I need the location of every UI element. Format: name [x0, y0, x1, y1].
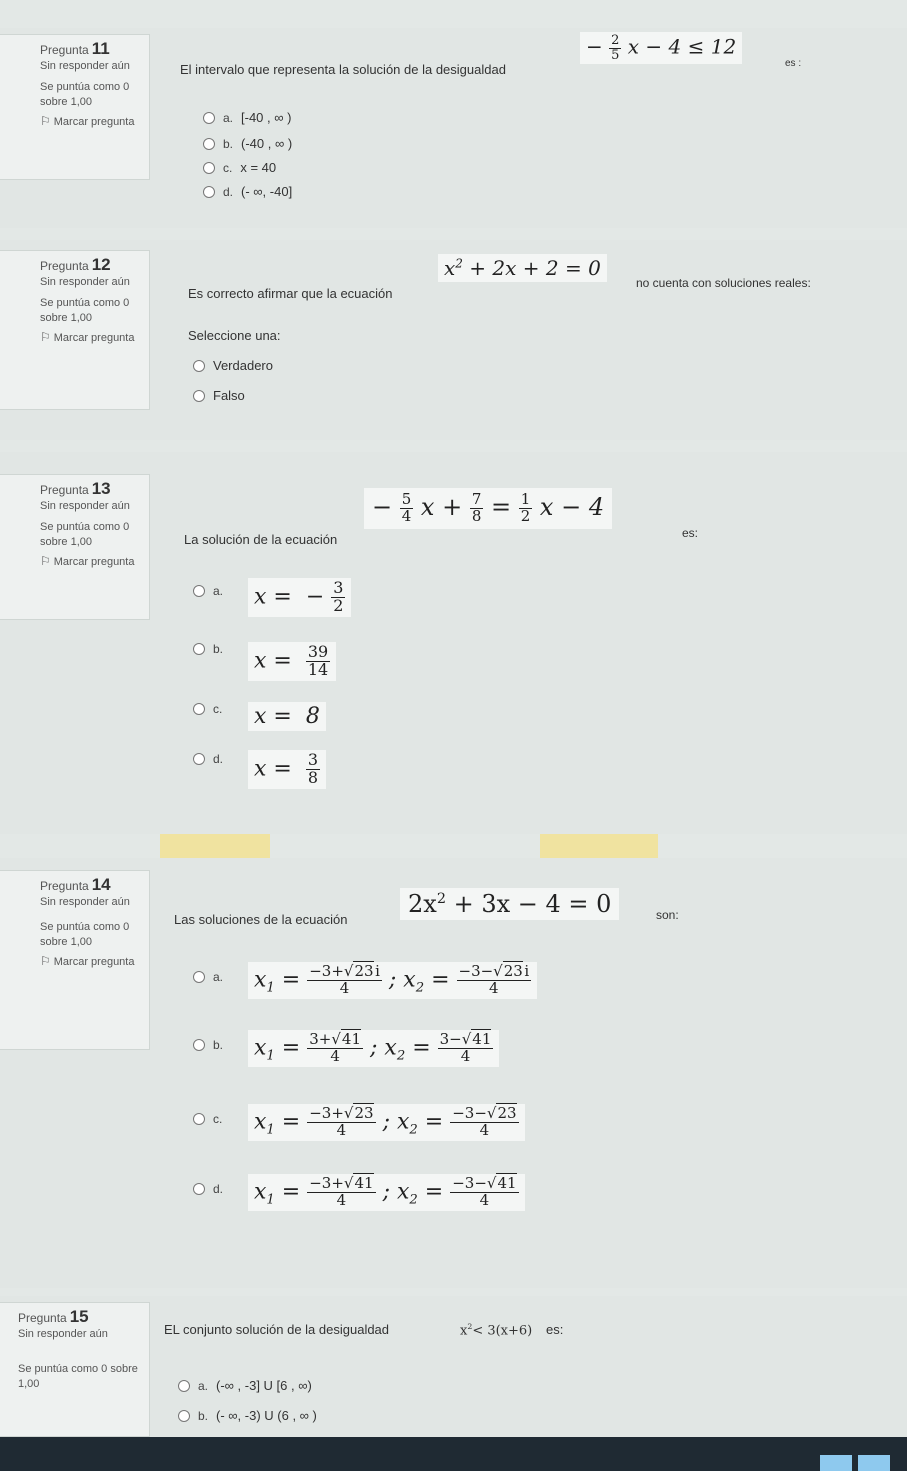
- option-a[interactable]: a.: [193, 584, 231, 598]
- question-info: Pregunta 15 Sin responder aún Se puntúa como 0 sobre 1,00: [0, 1302, 150, 1437]
- taskbar: [0, 1437, 907, 1471]
- question-score: Se puntúa como 0 sobre 1,00: [40, 921, 130, 948]
- question-score: Se puntúa como 0 sobre 1,00: [18, 1363, 138, 1390]
- flag-question[interactable]: ⚐ Marcar pregunta: [40, 114, 135, 128]
- radio-button[interactable]: [193, 1183, 205, 1195]
- radio-button[interactable]: [203, 138, 215, 150]
- radio-button[interactable]: [193, 585, 205, 597]
- radio-button[interactable]: [193, 1113, 205, 1125]
- radio-button[interactable]: [193, 971, 205, 983]
- option-c[interactable]: c.: [193, 1112, 230, 1126]
- option-d-expression: x = $\frac{3}{8}$: [248, 750, 326, 789]
- question-text: El intervalo que representa la solución de la desigualdad: [180, 62, 506, 77]
- option-b-expression: x = $\frac{39}{14}$: [248, 642, 336, 681]
- question-status: Sin responder aún: [40, 896, 130, 908]
- question-text: Es correcto afirmar que la ecuación: [188, 286, 393, 301]
- question-text: EL conjunto solución de la desigualdad: [164, 1322, 390, 1337]
- radio-button[interactable]: [193, 1039, 205, 1051]
- question-info: Pregunta 14 Sin responder aún Se puntúa como 0 sobre 1,00 ⚐ Marcar pregunta: [0, 870, 150, 1050]
- question-score: Se puntúa como 0 sobre 1,00: [40, 297, 130, 324]
- equation-expression: $2x^2 + 3x - 4 = 0$: [400, 888, 619, 920]
- flag-question[interactable]: ⚐ Marcar pregunta: [40, 954, 135, 968]
- radio-button[interactable]: [193, 703, 205, 715]
- option-d[interactable]: d. (- ∞, -40]: [203, 184, 292, 199]
- flag-question[interactable]: ⚐ Marcar pregunta: [40, 330, 135, 344]
- option-a-expression: $x_1$ = $\frac{-3+√23 i}{4}$ ; $x_2$ = $\frac{-3-√23 i}{4}$: [248, 962, 537, 999]
- option-b-expression: $x_1$ = $\frac{3+√41}{4}$ ; $x_2$ = $\frac{3-√41}{4}$: [248, 1030, 499, 1067]
- flag-icon: ⚐: [40, 114, 51, 128]
- option-a[interactable]: a. (-∞ , -3] U [6 , ∞): [178, 1378, 312, 1393]
- question-info: Pregunta 12 Sin responder aún Se puntúa como 0 sobre 1,00 ⚐ Marcar pregunta: [0, 250, 150, 410]
- question-text: La solución de la ecuación: [184, 532, 338, 547]
- option-c[interactable]: c. x = 40: [203, 160, 276, 175]
- inequality-expression: $x^2< 3(x+6)$: [460, 1322, 533, 1339]
- question-status: Sin responder aún: [40, 60, 130, 72]
- flag-icon: ⚐: [40, 954, 51, 968]
- flag-question[interactable]: ⚐ Marcar pregunta: [40, 554, 135, 568]
- question-score: Se puntúa como 0 sobre 1,00: [40, 521, 130, 548]
- radio-button[interactable]: [193, 360, 205, 372]
- question-suffix: es:: [682, 526, 699, 540]
- question-14: [0, 858, 907, 1288]
- option-a-expression: x = − $\frac{3}{2}$: [248, 578, 351, 617]
- question-suffix: son:: [656, 908, 679, 922]
- question-13: [0, 452, 907, 834]
- flag-icon: ⚐: [40, 554, 51, 568]
- question-11: [0, 28, 907, 228]
- option-c-expression: $x_1$ = $\frac{-3+√23}{4}$ ; $x_2$ = $\frac{-3-√23}{4}$: [248, 1104, 525, 1141]
- equation-expression: $x^2 + 2x + 2 = 0$: [438, 254, 607, 282]
- question-status: Sin responder aún: [18, 1328, 108, 1340]
- taskbar-button[interactable]: [820, 1455, 852, 1471]
- question-suffix: es:: [546, 1322, 564, 1337]
- radio-button[interactable]: [178, 1410, 190, 1422]
- radio-button[interactable]: [203, 112, 215, 124]
- option-d[interactable]: d.: [193, 1182, 231, 1196]
- question-info: Pregunta 13 Sin responder aún Se puntúa como 0 sobre 1,00 ⚐ Marcar pregunta: [0, 474, 150, 620]
- taskbar-button[interactable]: [858, 1455, 890, 1471]
- question-suffix: es :: [785, 58, 802, 69]
- question-suffix: no cuenta con soluciones reales:: [636, 276, 811, 290]
- option-c-expression: x = 8: [248, 702, 326, 731]
- radio-button[interactable]: [193, 753, 205, 765]
- question-info: Pregunta 11 Sin responder aún Se puntúa como 0 sobre 1,00 ⚐ Marcar pregunta: [0, 34, 150, 180]
- question-score: Se puntúa como 0 sobre 1,00: [40, 81, 130, 108]
- option-b[interactable]: b.: [193, 642, 231, 656]
- equation-expression: − $\frac{5}{4}$ x + $\frac{7}{8}$ = $\frac{1}{2}$ x − 4: [364, 488, 612, 529]
- inequality-expression: − $\frac{2}{5}$ x − 4 ≤ 12: [580, 32, 742, 64]
- radio-button[interactable]: [203, 162, 215, 174]
- question-status: Sin responder aún: [40, 276, 130, 288]
- radio-button[interactable]: [178, 1380, 190, 1392]
- radio-button[interactable]: [203, 186, 215, 198]
- option-c[interactable]: c.: [193, 702, 230, 716]
- radio-button[interactable]: [193, 390, 205, 402]
- option-b[interactable]: b. (- ∞, -3) U (6 , ∞ ): [178, 1408, 317, 1423]
- select-one-label: Seleccione una:: [188, 328, 281, 343]
- option-a[interactable]: a.: [193, 970, 231, 984]
- question-status: Sin responder aún: [40, 500, 130, 512]
- option-true[interactable]: Verdadero: [193, 358, 273, 373]
- flag-icon: ⚐: [40, 330, 51, 344]
- question-text: Las soluciones de la ecuación: [174, 912, 348, 927]
- option-a[interactable]: a. [-40 , ∞ ): [203, 110, 291, 125]
- question-12: [0, 240, 907, 440]
- question-15: [0, 1296, 907, 1437]
- radio-button[interactable]: [193, 643, 205, 655]
- separator-bar: [160, 834, 270, 858]
- option-b[interactable]: b.: [193, 1038, 231, 1052]
- option-d[interactable]: d.: [193, 752, 231, 766]
- option-d-expression: $x_1$ = $\frac{-3+√41}{4}$ ; $x_2$ = $\frac{-3-√41}{4}$: [248, 1174, 525, 1211]
- option-false[interactable]: Falso: [193, 388, 245, 403]
- option-b[interactable]: b. (-40 , ∞ ): [203, 136, 292, 151]
- separator-bar: [540, 834, 658, 858]
